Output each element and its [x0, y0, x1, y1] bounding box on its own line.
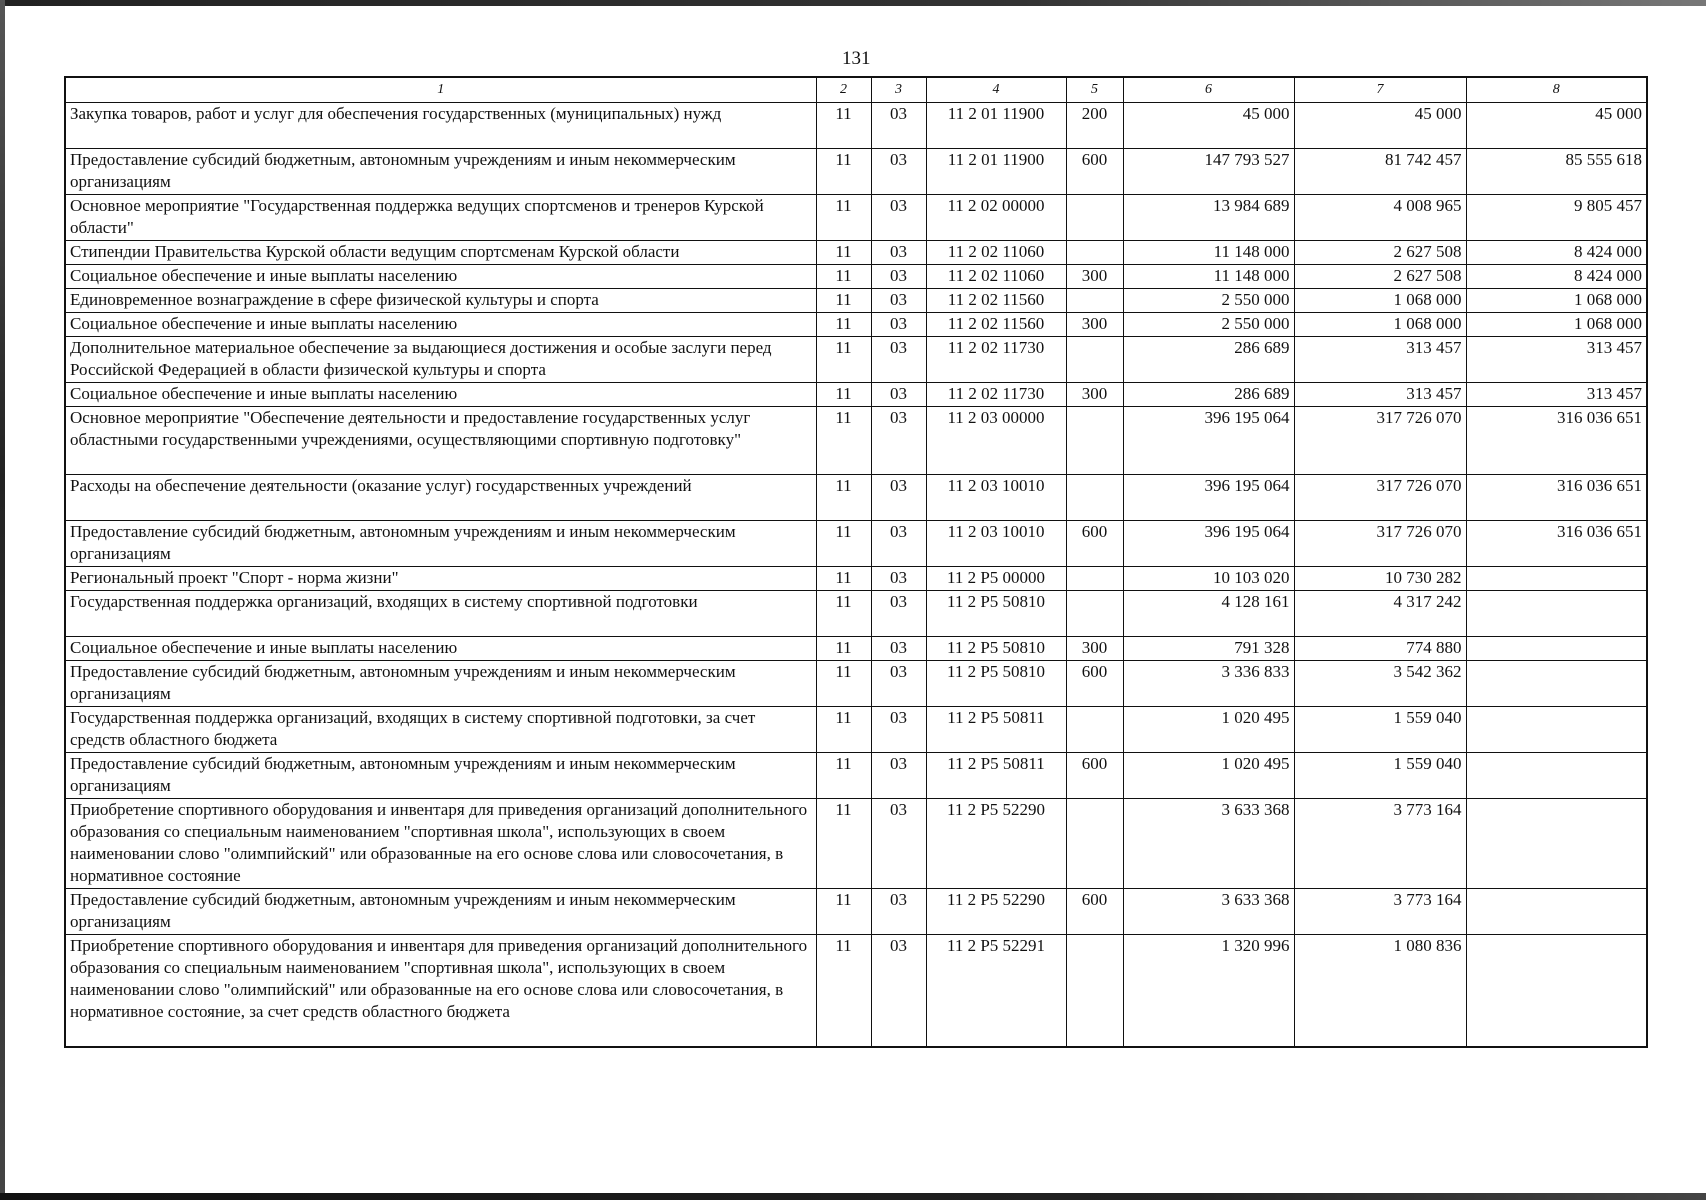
- cell-name: Социальное обеспечение и иные выплаты населению: [65, 637, 816, 661]
- cell-amount-year-3: [1466, 935, 1647, 1047]
- cell-amount-year-3: 8 424 000: [1466, 241, 1647, 265]
- cell-amount-year-3: 316 036 651: [1466, 407, 1647, 475]
- table-row: [65, 661, 1647, 707]
- cell-amount-year-1: 3 633 368: [1123, 889, 1294, 935]
- cell-subsection: 03: [871, 241, 926, 265]
- table-row: [65, 889, 1647, 935]
- cell-subsection: 03: [871, 753, 926, 799]
- cell-section: 11: [816, 637, 871, 661]
- cell-amount-year-1: 3 336 833: [1123, 661, 1294, 707]
- table-row: [65, 149, 1647, 195]
- cell-section: 11: [816, 753, 871, 799]
- cell-expense-type: 600: [1066, 149, 1123, 195]
- header-row: [65, 77, 1647, 103]
- cell-name: Единовременное вознаграждение в сфере физической культуры и спорта: [65, 289, 816, 313]
- cell-amount-year-3: 316 036 651: [1466, 475, 1647, 521]
- cell-amount-year-2: 774 880: [1294, 637, 1466, 661]
- cell-target-article: 11 2 P5 50810: [926, 591, 1066, 637]
- column-header-section: 2: [816, 77, 871, 103]
- cell-amount-year-1: 1 020 495: [1123, 753, 1294, 799]
- cell-amount-year-2: 1 559 040: [1294, 707, 1466, 753]
- cell-section: 11: [816, 475, 871, 521]
- cell-target-article: 11 2 P5 52290: [926, 799, 1066, 889]
- cell-target-article: 11 2 01 11900: [926, 103, 1066, 149]
- cell-name: Государственная поддержка организаций, входящих в систему спортивной подготовки, за счет средств областного бюджета: [65, 707, 816, 753]
- cell-section: 11: [816, 567, 871, 591]
- cell-amount-year-3: [1466, 889, 1647, 935]
- column-header-name: 1: [65, 77, 816, 103]
- cell-amount-year-1: 2 550 000: [1123, 313, 1294, 337]
- cell-section: 11: [816, 889, 871, 935]
- cell-subsection: 03: [871, 337, 926, 383]
- cell-amount-year-1: 791 328: [1123, 637, 1294, 661]
- cell-expense-type: 300: [1066, 637, 1123, 661]
- cell-amount-year-1: 147 793 527: [1123, 149, 1294, 195]
- cell-amount-year-3: [1466, 707, 1647, 753]
- cell-amount-year-2: 2 627 508: [1294, 241, 1466, 265]
- table-row: [65, 407, 1647, 475]
- cell-expense-type: [1066, 935, 1123, 1047]
- cell-section: 11: [816, 289, 871, 313]
- cell-amount-year-3: 313 457: [1466, 383, 1647, 407]
- cell-target-article: 11 2 02 11060: [926, 265, 1066, 289]
- cell-name: Стипендии Правительства Курской области ведущим спортсменам Курской области: [65, 241, 816, 265]
- cell-amount-year-3: 85 555 618: [1466, 149, 1647, 195]
- cell-target-article: 11 2 03 10010: [926, 475, 1066, 521]
- cell-expense-type: [1066, 407, 1123, 475]
- cell-name: Предоставление субсидий бюджетным, автономным учреждениям и иным некоммерческим организациям: [65, 521, 816, 567]
- cell-target-article: 11 2 03 00000: [926, 407, 1066, 475]
- cell-amount-year-1: 10 103 020: [1123, 567, 1294, 591]
- cell-amount-year-3: [1466, 591, 1647, 637]
- cell-name: Основное мероприятие "Государственная поддержка ведущих спортсменов и тренеров Курской области": [65, 195, 816, 241]
- cell-subsection: 03: [871, 265, 926, 289]
- cell-name: Социальное обеспечение и иные выплаты населению: [65, 313, 816, 337]
- cell-name: Социальное обеспечение и иные выплаты населению: [65, 265, 816, 289]
- cell-amount-year-3: [1466, 753, 1647, 799]
- cell-subsection: 03: [871, 935, 926, 1047]
- cell-name: Расходы на обеспечение деятельности (оказание услуг) государственных учреждений: [65, 475, 816, 521]
- cell-amount-year-1: 11 148 000: [1123, 265, 1294, 289]
- cell-amount-year-3: [1466, 799, 1647, 889]
- cell-subsection: 03: [871, 195, 926, 241]
- cell-amount-year-2: 1 559 040: [1294, 753, 1466, 799]
- table-row: [65, 337, 1647, 383]
- cell-name: Дополнительное материальное обеспечение за выдающиеся достижения и особые заслуги перед Российской Федерацией в области физической культуры и спорта: [65, 337, 816, 383]
- cell-name: Предоставление субсидий бюджетным, автономным учреждениям и иным некоммерческим организациям: [65, 753, 816, 799]
- cell-expense-type: [1066, 337, 1123, 383]
- cell-amount-year-1: 11 148 000: [1123, 241, 1294, 265]
- cell-amount-year-2: 3 542 362: [1294, 661, 1466, 707]
- cell-amount-year-3: 1 068 000: [1466, 289, 1647, 313]
- cell-section: 11: [816, 591, 871, 637]
- cell-section: 11: [816, 521, 871, 567]
- cell-subsection: 03: [871, 475, 926, 521]
- cell-amount-year-1: 396 195 064: [1123, 475, 1294, 521]
- cell-section: 11: [816, 383, 871, 407]
- cell-amount-year-2: 4 317 242: [1294, 591, 1466, 637]
- scan-edge-bottom: [0, 1193, 1706, 1200]
- cell-section: 11: [816, 407, 871, 475]
- table-row: [65, 935, 1647, 1047]
- column-header-expense-type: 5: [1066, 77, 1123, 103]
- column-header-target-article: 4: [926, 77, 1066, 103]
- table-row: [65, 799, 1647, 889]
- page-number: 131: [842, 48, 871, 69]
- table-body: [65, 103, 1647, 1047]
- cell-section: 11: [816, 337, 871, 383]
- cell-amount-year-1: 1 320 996: [1123, 935, 1294, 1047]
- cell-section: 11: [816, 661, 871, 707]
- cell-name: Предоставление субсидий бюджетным, автономным учреждениям и иным некоммерческим организациям: [65, 661, 816, 707]
- cell-expense-type: [1066, 567, 1123, 591]
- table-row: [65, 103, 1647, 149]
- cell-amount-year-1: 1 020 495: [1123, 707, 1294, 753]
- column-header-amount-year-2: 7: [1294, 77, 1466, 103]
- cell-subsection: 03: [871, 407, 926, 475]
- cell-expense-type: 300: [1066, 313, 1123, 337]
- cell-section: 11: [816, 799, 871, 889]
- cell-target-article: 11 2 P5 50811: [926, 707, 1066, 753]
- cell-subsection: 03: [871, 289, 926, 313]
- cell-amount-year-2: 4 008 965: [1294, 195, 1466, 241]
- table-row: [65, 521, 1647, 567]
- cell-amount-year-1: 396 195 064: [1123, 521, 1294, 567]
- cell-expense-type: 600: [1066, 753, 1123, 799]
- cell-section: 11: [816, 103, 871, 149]
- cell-target-article: 11 2 P5 50811: [926, 753, 1066, 799]
- cell-amount-year-3: [1466, 637, 1647, 661]
- cell-amount-year-2: 2 627 508: [1294, 265, 1466, 289]
- table-row: [65, 567, 1647, 591]
- cell-section: 11: [816, 149, 871, 195]
- cell-target-article: 11 2 02 11560: [926, 313, 1066, 337]
- cell-amount-year-1: 4 128 161: [1123, 591, 1294, 637]
- table-row: [65, 195, 1647, 241]
- table-row: [65, 289, 1647, 313]
- cell-expense-type: [1066, 799, 1123, 889]
- cell-amount-year-3: 1 068 000: [1466, 313, 1647, 337]
- table-row: [65, 313, 1647, 337]
- cell-amount-year-1: 3 633 368: [1123, 799, 1294, 889]
- cell-subsection: 03: [871, 383, 926, 407]
- table-row: [65, 707, 1647, 753]
- cell-target-article: 11 2 P5 52291: [926, 935, 1066, 1047]
- cell-amount-year-3: 8 424 000: [1466, 265, 1647, 289]
- cell-amount-year-2: 1 068 000: [1294, 289, 1466, 313]
- cell-expense-type: [1066, 289, 1123, 313]
- cell-amount-year-2: 313 457: [1294, 383, 1466, 407]
- cell-expense-type: 300: [1066, 383, 1123, 407]
- cell-amount-year-3: [1466, 567, 1647, 591]
- column-header-amount-year-1: 6: [1123, 77, 1294, 103]
- cell-expense-type: 600: [1066, 661, 1123, 707]
- table-row: [65, 591, 1647, 637]
- cell-subsection: 03: [871, 637, 926, 661]
- cell-amount-year-2: 3 773 164: [1294, 889, 1466, 935]
- cell-subsection: 03: [871, 567, 926, 591]
- cell-amount-year-2: 317 726 070: [1294, 521, 1466, 567]
- cell-subsection: 03: [871, 889, 926, 935]
- cell-amount-year-2: 3 773 164: [1294, 799, 1466, 889]
- cell-target-article: 11 2 02 00000: [926, 195, 1066, 241]
- cell-target-article: 11 2 P5 52290: [926, 889, 1066, 935]
- cell-amount-year-2: 317 726 070: [1294, 475, 1466, 521]
- cell-amount-year-1: 13 984 689: [1123, 195, 1294, 241]
- cell-expense-type: [1066, 475, 1123, 521]
- cell-subsection: 03: [871, 521, 926, 567]
- cell-expense-type: 600: [1066, 889, 1123, 935]
- cell-amount-year-1: 286 689: [1123, 337, 1294, 383]
- cell-expense-type: [1066, 195, 1123, 241]
- cell-subsection: 03: [871, 661, 926, 707]
- cell-amount-year-2: 317 726 070: [1294, 407, 1466, 475]
- cell-name: Основное мероприятие "Обеспечение деятельности и предоставление государственных услуг областными государственными учреждениями, осуществляющими спортивную подготовку": [65, 407, 816, 475]
- cell-amount-year-2: 313 457: [1294, 337, 1466, 383]
- cell-section: 11: [816, 313, 871, 337]
- cell-amount-year-2: 10 730 282: [1294, 567, 1466, 591]
- column-header-subsection: 3: [871, 77, 926, 103]
- cell-subsection: 03: [871, 313, 926, 337]
- cell-subsection: 03: [871, 799, 926, 889]
- budget-table: [64, 76, 1648, 1048]
- cell-target-article: 11 2 02 11730: [926, 383, 1066, 407]
- cell-expense-type: 600: [1066, 521, 1123, 567]
- cell-amount-year-3: 45 000: [1466, 103, 1647, 149]
- table-row: [65, 753, 1647, 799]
- table-row: [65, 241, 1647, 265]
- scan-edge-top: [0, 0, 1706, 6]
- cell-amount-year-3: 316 036 651: [1466, 521, 1647, 567]
- cell-name: Социальное обеспечение и иные выплаты населению: [65, 383, 816, 407]
- cell-target-article: 11 2 02 11730: [926, 337, 1066, 383]
- cell-name: Приобретение спортивного оборудования и инвентаря для приведения организаций дополнительного образования со специальным наименованием "спортивная школа", использующих в своем наименовании слово "олимпийский" или образованные на его основе слова или словосочетания, в нормативное состояние, за счет средств областного бюджета: [65, 935, 816, 1047]
- column-header-amount-year-3: 8: [1466, 77, 1647, 103]
- cell-amount-year-1: 2 550 000: [1123, 289, 1294, 313]
- cell-expense-type: 300: [1066, 265, 1123, 289]
- cell-amount-year-2: 1 068 000: [1294, 313, 1466, 337]
- table-row: [65, 475, 1647, 521]
- cell-amount-year-3: 9 805 457: [1466, 195, 1647, 241]
- cell-name: Государственная поддержка организаций, входящих в систему спортивной подготовки: [65, 591, 816, 637]
- cell-expense-type: [1066, 707, 1123, 753]
- cell-subsection: 03: [871, 707, 926, 753]
- cell-section: 11: [816, 241, 871, 265]
- cell-section: 11: [816, 195, 871, 241]
- cell-section: 11: [816, 265, 871, 289]
- cell-expense-type: [1066, 591, 1123, 637]
- cell-target-article: 11 2 03 10010: [926, 521, 1066, 567]
- cell-amount-year-1: 286 689: [1123, 383, 1294, 407]
- table-row: [65, 383, 1647, 407]
- cell-amount-year-2: 81 742 457: [1294, 149, 1466, 195]
- cell-amount-year-3: 313 457: [1466, 337, 1647, 383]
- scan-edge-left: [0, 0, 5, 1200]
- cell-amount-year-2: 45 000: [1294, 103, 1466, 149]
- table-row: [65, 637, 1647, 661]
- cell-expense-type: [1066, 241, 1123, 265]
- cell-target-article: 11 2 P5 50810: [926, 637, 1066, 661]
- cell-name: Предоставление субсидий бюджетным, автономным учреждениям и иным некоммерческим организациям: [65, 889, 816, 935]
- cell-target-article: 11 2 P5 50810: [926, 661, 1066, 707]
- cell-subsection: 03: [871, 591, 926, 637]
- cell-amount-year-2: 1 080 836: [1294, 935, 1466, 1047]
- cell-subsection: 03: [871, 149, 926, 195]
- cell-amount-year-1: 45 000: [1123, 103, 1294, 149]
- cell-name: Приобретение спортивного оборудования и инвентаря для приведения организаций дополнительного образования со специальным наименованием "спортивная школа", использующих в своем наименовании слово "олимпийский" или образованные на его основе слова или словосочетания, в нормативное состояние: [65, 799, 816, 889]
- cell-amount-year-1: 396 195 064: [1123, 407, 1294, 475]
- cell-name: Предоставление субсидий бюджетным, автономным учреждениям и иным некоммерческим организациям: [65, 149, 816, 195]
- cell-target-article: 11 2 P5 00000: [926, 567, 1066, 591]
- cell-subsection: 03: [871, 103, 926, 149]
- cell-name: Закупка товаров, работ и услуг для обеспечения государственных (муниципальных) нужд: [65, 103, 816, 149]
- table-row: [65, 265, 1647, 289]
- cell-target-article: 11 2 02 11060: [926, 241, 1066, 265]
- cell-expense-type: 200: [1066, 103, 1123, 149]
- cell-target-article: 11 2 02 11560: [926, 289, 1066, 313]
- cell-target-article: 11 2 01 11900: [926, 149, 1066, 195]
- cell-name: Региональный проект "Спорт - норма жизни": [65, 567, 816, 591]
- cell-section: 11: [816, 935, 871, 1047]
- cell-section: 11: [816, 707, 871, 753]
- cell-amount-year-3: [1466, 661, 1647, 707]
